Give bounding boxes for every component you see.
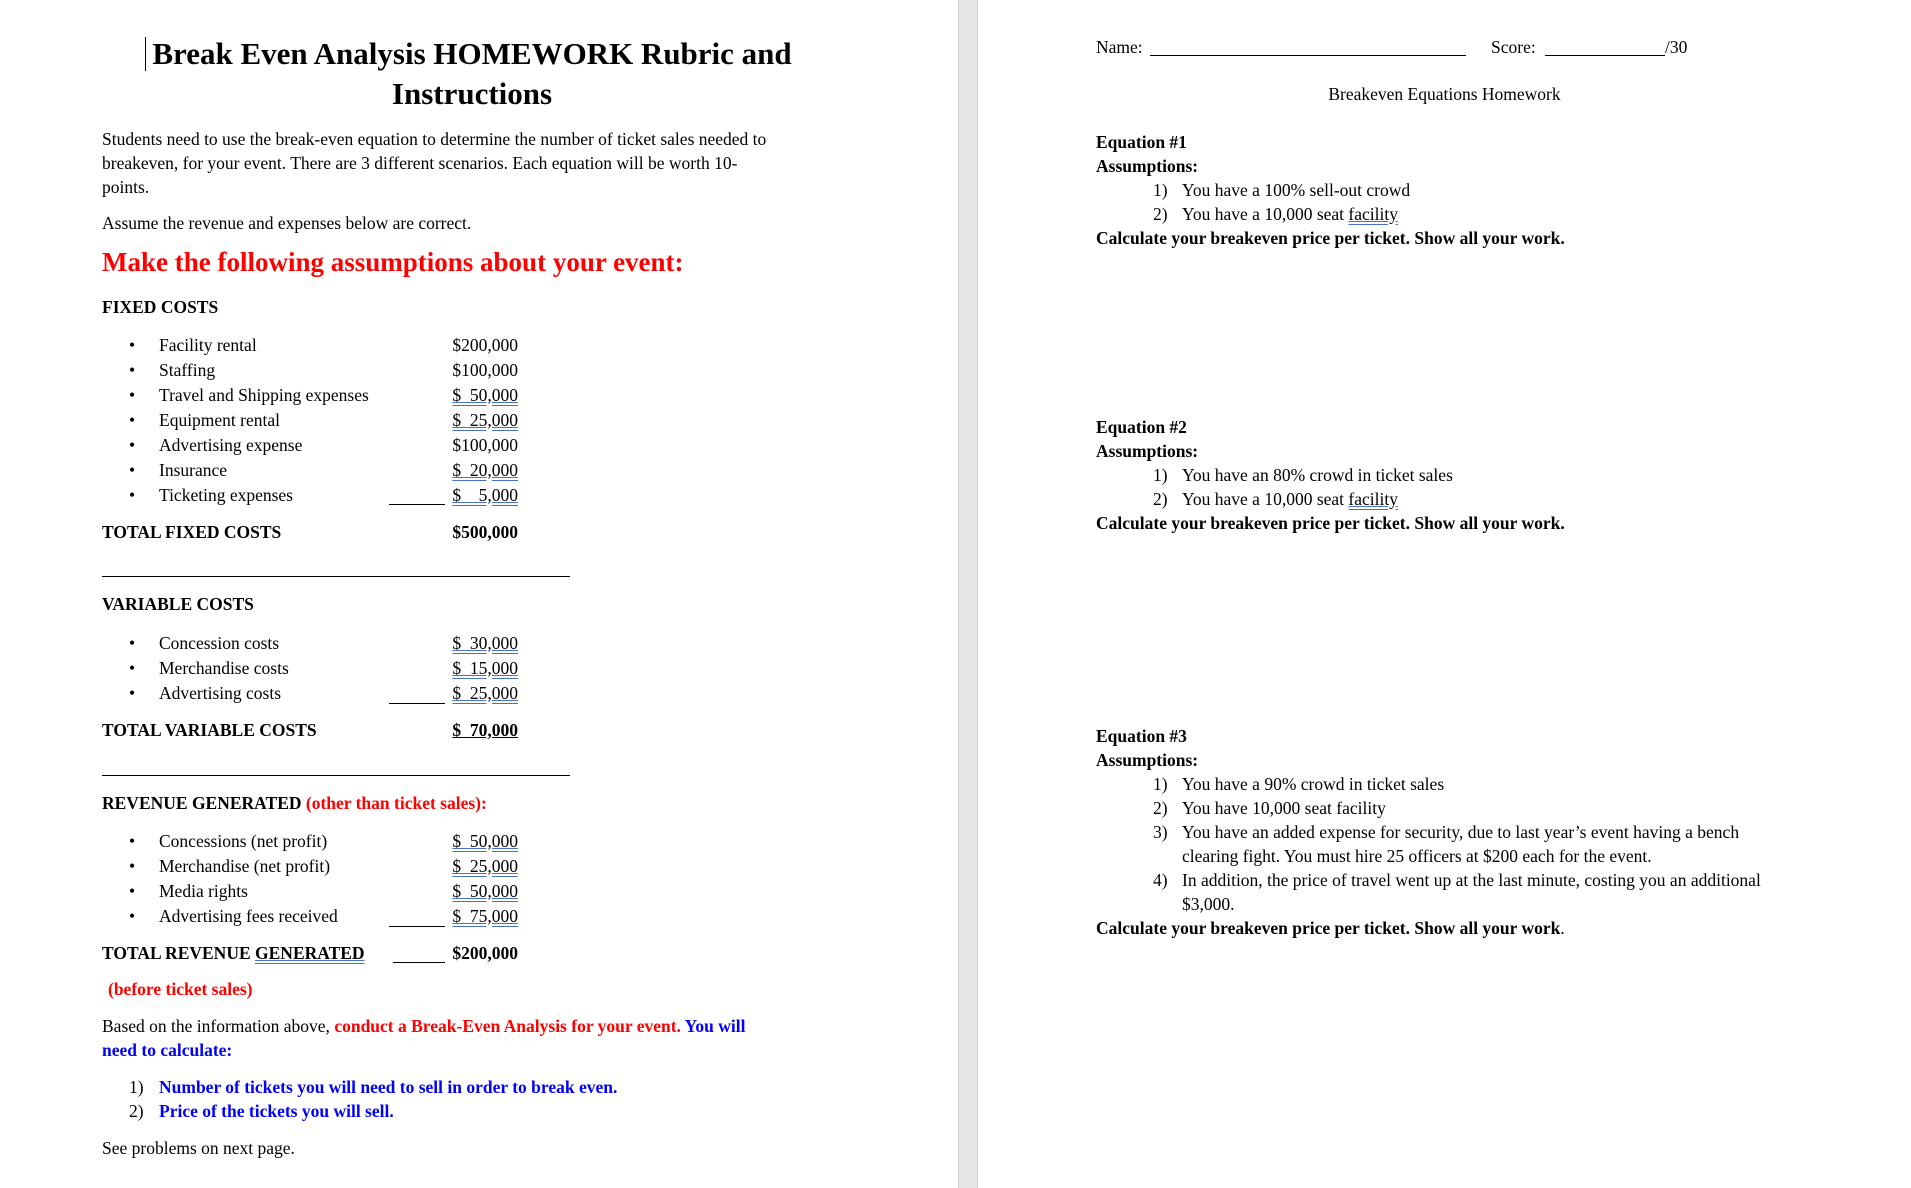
item-text-cont: clearing fight. You must hire 25 officers at $200 each for the event. bbox=[1182, 846, 1652, 866]
item-text-link: facility bbox=[1348, 204, 1398, 224]
item-text: In addition, the price of travel went up at the last minute, costing you an additional bbox=[1182, 870, 1761, 890]
equation-title: Equation #1 bbox=[1096, 132, 1187, 152]
based-c: You will bbox=[680, 1016, 746, 1036]
total-variable-label: TOTAL VARIABLE COSTS bbox=[102, 720, 317, 740]
equation-instruction: Calculate your breakeven price per ticket. Show all your work. bbox=[1096, 513, 1565, 533]
revenue-item-amount: $ 50,000 bbox=[452, 831, 518, 851]
based-b: conduct a Break-Even Analysis for your event. bbox=[334, 1016, 681, 1036]
variable-item-label: Advertising costs bbox=[159, 683, 282, 703]
fixed-item-amount: $ 50,000 bbox=[452, 385, 518, 405]
intro-line-1: Students need to use the break-even equation to determine the number of ticket sales needed to bbox=[102, 129, 767, 149]
bullet: • bbox=[129, 856, 136, 876]
item-num: 2) bbox=[1153, 798, 1168, 818]
before-ticket-note: (before ticket sales) bbox=[108, 979, 253, 999]
revenue-item-label: Media rights bbox=[159, 881, 248, 901]
bullet: • bbox=[129, 360, 136, 380]
score-total: /30 bbox=[1665, 37, 1688, 57]
total-revenue-label-a: TOTAL REVENUE bbox=[102, 943, 256, 963]
item-text: You have a 100% sell-out crowd bbox=[1182, 180, 1411, 200]
assumptions-heading: Make the following assumptions about your event: bbox=[102, 247, 684, 277]
revenue-item-label: Merchandise (net profit) bbox=[159, 856, 331, 876]
equation-title: Equation #3 bbox=[1096, 726, 1187, 746]
fixed-item-label: Travel and Shipping expenses bbox=[159, 385, 369, 405]
item-num: 1) bbox=[1153, 465, 1168, 485]
equation-instruction-end: . bbox=[1560, 918, 1565, 938]
total-revenue-amount: $200,000 bbox=[452, 943, 518, 963]
rule bbox=[389, 926, 445, 927]
fixed-item-amount: $100,000 bbox=[452, 360, 518, 380]
name-label: Name: bbox=[1096, 37, 1143, 57]
item-text-cont: $3,000. bbox=[1182, 894, 1235, 914]
fixed-item-amount: $100,000 bbox=[452, 435, 518, 455]
item-text bbox=[1182, 202, 1398, 226]
total-variable-amount: $ 70,000 bbox=[452, 720, 518, 740]
calc-num: 2) bbox=[129, 1101, 144, 1121]
revenue-item-label: Concessions (net profit) bbox=[159, 831, 328, 851]
assume-line: Assume the revenue and expenses below are correct. bbox=[102, 213, 472, 233]
bullet: • bbox=[129, 906, 136, 926]
equation-instruction: Calculate your breakeven price per ticket. Show all your work. bbox=[1096, 228, 1565, 248]
item-text: You have 10,000 seat facility bbox=[1182, 798, 1386, 818]
based-a: Based on the information above, bbox=[102, 1016, 335, 1036]
page-title: Break Even Analysis HOMEWORK Rubric and Instructions bbox=[152, 36, 792, 111]
section-divider bbox=[102, 576, 570, 577]
bullet: • bbox=[129, 831, 136, 851]
page-gutter bbox=[958, 0, 978, 1188]
variable-costs-heading: VARIABLE COSTS bbox=[102, 594, 254, 614]
item-text: You have an added expense for security, due to last year’s event having a bench bbox=[1182, 822, 1740, 842]
rule bbox=[389, 504, 445, 505]
bullet: • bbox=[129, 385, 136, 405]
assumptions-label: Assumptions: bbox=[1096, 750, 1199, 770]
bullet: • bbox=[129, 410, 136, 430]
rule bbox=[393, 962, 445, 963]
item-text bbox=[1182, 487, 1398, 511]
bullet: • bbox=[129, 683, 136, 703]
total-fixed-label: TOTAL FIXED COSTS bbox=[102, 522, 282, 542]
homework-subtitle: Breakeven Equations Homework bbox=[1328, 84, 1561, 104]
revenue-item-amount: $ 75,000 bbox=[452, 906, 518, 926]
item-num: 1) bbox=[1153, 774, 1168, 794]
rule bbox=[389, 703, 445, 704]
total-revenue-label-b: GENERATED bbox=[255, 943, 365, 963]
bullet: • bbox=[129, 658, 136, 678]
calc-item: Number of tickets you will need to sell in order to break even. bbox=[159, 1077, 618, 1097]
name-field-line[interactable] bbox=[1150, 55, 1466, 56]
intro-line-2: breakeven, for your event. There are 3 different scenarios. Each equation will be worth 10- bbox=[102, 153, 738, 173]
section-divider bbox=[102, 775, 570, 776]
revenue-heading-note: (other than ticket sales): bbox=[305, 793, 487, 813]
bullet: • bbox=[129, 435, 136, 455]
see-next-page: See problems on next page. bbox=[102, 1138, 295, 1158]
item-num: 3) bbox=[1153, 822, 1168, 842]
item-num: 2) bbox=[1153, 204, 1168, 224]
calc-item: Price of the tickets you will sell. bbox=[159, 1101, 394, 1121]
variable-item-amount: $ 25,000 bbox=[452, 683, 518, 703]
fixed-item-amount: $ 20,000 bbox=[452, 460, 518, 480]
fixed-item-amount: $ 25,000 bbox=[452, 410, 518, 430]
item-text: You have a 90% crowd in ticket sales bbox=[1182, 774, 1445, 794]
item-num: 4) bbox=[1153, 870, 1168, 890]
revenue-item-label: Advertising fees received bbox=[159, 906, 338, 926]
assumptions-label: Assumptions: bbox=[1096, 441, 1199, 461]
variable-item-amount: $ 30,000 bbox=[452, 633, 518, 653]
item-text-link: facility bbox=[1348, 489, 1398, 509]
revenue-heading-text: REVENUE GENERATED bbox=[102, 793, 302, 813]
score-field-line[interactable] bbox=[1545, 55, 1665, 56]
item-num: 2) bbox=[1153, 489, 1168, 509]
score-label: Score: bbox=[1491, 37, 1536, 57]
based-d: need to calculate: bbox=[102, 1040, 233, 1060]
total-revenue-label bbox=[102, 941, 365, 965]
revenue-heading bbox=[102, 791, 487, 815]
variable-item-label: Merchandise costs bbox=[159, 658, 289, 678]
item-text-main: You have a 10,000 seat bbox=[1182, 489, 1349, 509]
bullet: • bbox=[129, 460, 136, 480]
fixed-item-amount: $ 5,000 bbox=[452, 485, 518, 505]
fixed-item-amount: $200,000 bbox=[452, 335, 518, 355]
fixed-item-label: Facility rental bbox=[159, 335, 257, 355]
item-text: You have an 80% crowd in ticket sales bbox=[1182, 465, 1453, 485]
calc-num: 1) bbox=[129, 1077, 144, 1097]
item-num: 1) bbox=[1153, 180, 1168, 200]
fixed-item-label: Staffing bbox=[159, 360, 216, 380]
fixed-item-label: Insurance bbox=[159, 460, 228, 480]
equation-instruction bbox=[1096, 916, 1565, 940]
fixed-item-label: Ticketing expenses bbox=[159, 485, 293, 505]
revenue-item-amount: $ 50,000 bbox=[452, 881, 518, 901]
variable-item-label: Concession costs bbox=[159, 633, 280, 653]
bullet: • bbox=[129, 335, 136, 355]
fixed-item-label: Advertising expense bbox=[159, 435, 303, 455]
intro-line-3: points. bbox=[102, 177, 150, 197]
bullet: • bbox=[129, 633, 136, 653]
right-page bbox=[978, 0, 1911, 1188]
bullet: • bbox=[129, 485, 136, 505]
bullet: • bbox=[129, 881, 136, 901]
total-fixed-amount: $500,000 bbox=[452, 522, 518, 542]
based-line bbox=[102, 1014, 745, 1038]
assumptions-label: Assumptions: bbox=[1096, 156, 1199, 176]
equation-instruction-text: Calculate your breakeven price per ticket. Show all your work bbox=[1096, 918, 1561, 938]
fixed-item-label: Equipment rental bbox=[159, 410, 281, 430]
equation-title: Equation #2 bbox=[1096, 417, 1187, 437]
item-text-main: You have a 10,000 seat bbox=[1182, 204, 1349, 224]
revenue-item-amount: $ 25,000 bbox=[452, 856, 518, 876]
variable-item-amount: $ 15,000 bbox=[452, 658, 518, 678]
fixed-costs-heading: FIXED COSTS bbox=[102, 297, 219, 317]
